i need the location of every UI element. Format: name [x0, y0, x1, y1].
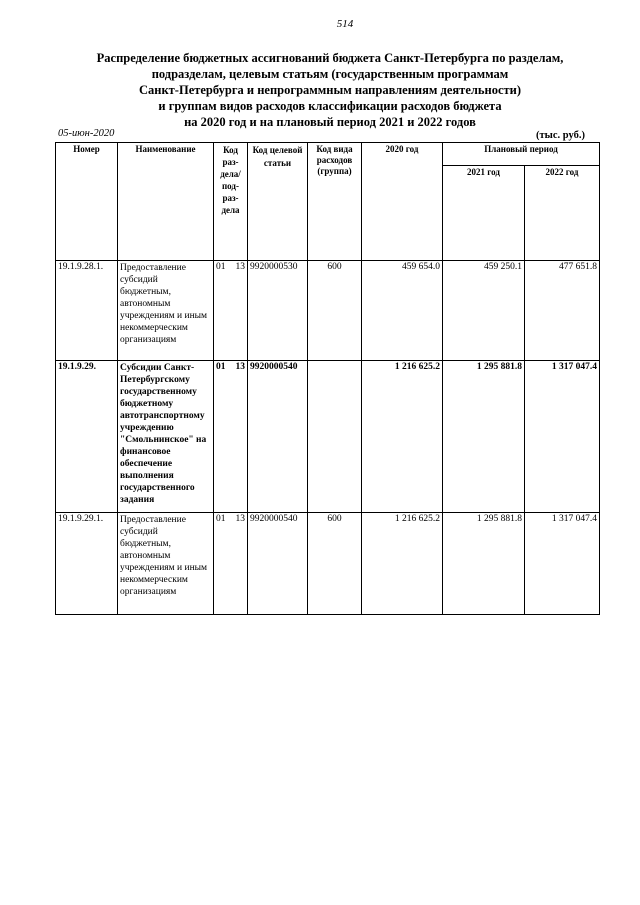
budget-table: [55, 142, 600, 615]
title-line: на 2020 год и на плановый период 2021 и 2022 годов: [184, 115, 476, 129]
row-section-code: [214, 361, 248, 513]
row-amount-2020: 1 216 625.2: [362, 361, 443, 513]
title-line: и группам видов расходов классификации расходов бюджета: [158, 99, 502, 113]
row-expense-group: [308, 361, 362, 513]
header-year-2020: 2020 год: [362, 143, 443, 261]
title-line: Санкт-Петербурга и непрограммным направлениям деятельности): [138, 83, 521, 97]
row-name: Субсидии Санкт-Петербургскому государственному бюджетному автотранспортному учреждению "Смольнинское" на финансовое обеспечение выполнения государственного задания: [118, 361, 214, 513]
table-row: [56, 513, 600, 615]
header-section-code: Код раз- дела/ под- раз- дела: [214, 143, 248, 261]
title-line: Распределение бюджетных ассигнований бюджета Санкт-Петербурга по разделам,: [96, 51, 564, 65]
table-row: [56, 261, 600, 361]
row-target-code: 9920000530: [248, 261, 308, 361]
row-amount-2022: 1 317 047.4: [525, 513, 600, 615]
row-amount-2021: 459 250.1: [443, 261, 525, 361]
section: 01: [216, 262, 226, 272]
row-target-code: 9920000540: [248, 513, 308, 615]
document-title: [60, 50, 600, 130]
row-amount-2020: 1 216 625.2: [362, 513, 443, 615]
row-target-code: 9920000540: [248, 361, 308, 513]
row-name: Предоставление субсидий бюджетным, автономным учреждениям и иным некоммерческим организациям: [118, 513, 214, 615]
table-row: [56, 361, 600, 513]
header-name: Наименование: [118, 143, 214, 261]
row-number: 19.1.9.28.1.: [56, 261, 118, 361]
row-amount-2021: 1 295 881.8: [443, 513, 525, 615]
header-year-2021: 2021 год: [443, 166, 525, 261]
header-target-code: Код целевой статьи: [248, 143, 308, 261]
units-label: (тыс. руб.): [536, 130, 585, 141]
row-amount-2020: 459 654.0: [362, 261, 443, 361]
header-planning-period: Плановый период: [443, 143, 600, 166]
subsection: 13: [235, 514, 245, 524]
row-section-code: [214, 513, 248, 615]
header-number: Номер: [56, 143, 118, 261]
row-expense-group: 600: [308, 513, 362, 615]
row-number: 19.1.9.29.1.: [56, 513, 118, 615]
row-amount-2022: 1 317 047.4: [525, 361, 600, 513]
row-amount-2022: 477 651.8: [525, 261, 600, 361]
page-number: 514: [336, 18, 354, 30]
section: 01: [216, 514, 226, 524]
subsection: 13: [235, 262, 245, 272]
row-name: Предоставление субсидий бюджетным, автономным учреждениям и иным некоммерческим организациям: [118, 261, 214, 361]
section: 01: [216, 362, 226, 372]
header-expense-group: Код вида расходов (группа): [308, 143, 362, 261]
row-expense-group: 600: [308, 261, 362, 361]
header-year-2022: 2022 год: [525, 166, 600, 261]
title-line: подразделам, целевым статьям (государственным программам: [151, 67, 509, 81]
row-section-code: [214, 261, 248, 361]
subsection: 13: [235, 362, 245, 372]
document-date: 05-июн-2020: [58, 128, 115, 139]
row-number: 19.1.9.29.: [56, 361, 118, 513]
row-amount-2021: 1 295 881.8: [443, 361, 525, 513]
